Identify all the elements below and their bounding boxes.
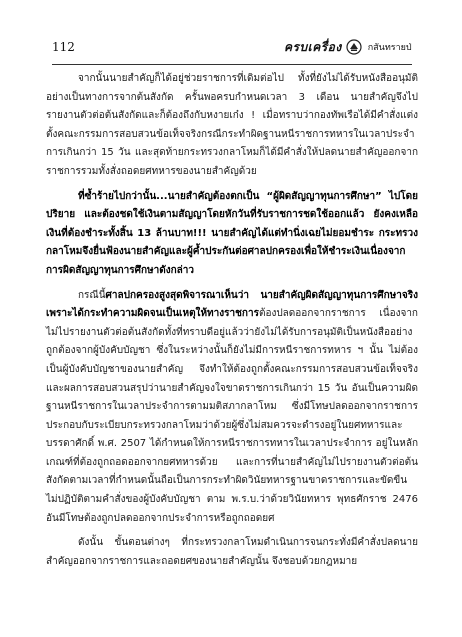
paragraph-3-body: ต้องปลดออกจากราชการ เนื่องจากไม่ไปรายงานตัวต่อต้นสังกัดทั้งที่ทราบดีอยู่แล้วว่ายังไม่ได้รับการอนุมัติเป็นหนังสืออย่างถูกต้องจากผู้บังคับบัญชา ซึ่งในระหว่างนั้นก็ยังไม่มีการหนีราชการทหาร ฯ นั้น ไม่ต้องเป็นผู้บังคับบัญชาของนายสำคัญ จึงทำให้ต้องถูกตั้งคณะกรรมการสอบสวนข้อเท็จจริงและผลการสอบสวนสรุปว่านายสำคัญจงใจขาดราชการเกินกว่า 15 วัน อันเป็นความผิดฐานหนีราชการในเวลาประจำการตามมติสภากลาโหม ซึ่งมีโทษปลดออกจากราชการ ประกอบกับระเบียบกระทรวงกลาโหมว่าด้วยผู้ซึ่งไม่สมควรจะดำรงอยู่ในยศทหารและบรรดาศักดิ์ พ.ศ. 2507 ได้กำหนดให้การหนีราชการทหารในเวลาประจำการ อยู่ในหลักเกณฑ์ที่ต้องถูกถอดออกจากยศทหารด้วย และการที่นายสำคัญไม่ไปรายงานตัวต่อต้นสังกัดตามเวลาที่กำหนดนั้นถือเป็นการกระทำผิดวินัยทหารฐานขาดราชการและขัดขืนไม่ปฏิบัติตามคำสั่งของผู้บังคับบัญชา ตาม พ.ร.บ.ว่าด้วยวินัยทหาร พุทธศักราช 2476 อันมีโทษต้องถูกปลดออกจากประจำการหรือถูกถอดยศ (46, 308, 418, 524)
article-body (46, 70, 418, 571)
logo-brand-text: ครบเครื่อง (284, 39, 342, 54)
page-header (0, 36, 462, 62)
paragraph-4: ดังนั้น ขั้นตอนต่างๆ ที่กระทรวงกลาโหมดำเนินการจนกระทั่งมีคำสั่งปลดนายสำคัญออกจากราชการและถอดยศของนายสำคัญนั้น จึงชอบด้วยกฎหมาย (46, 537, 418, 567)
publication-logo (284, 36, 412, 58)
paragraph-2: ที่ซ้ำร้ายไปกว่านั้น...นายสำคัญต้องตกเป็น “ผู้ผิดสัญญาทุนการศึกษา” ไปโดยปริยาย และต้องชดใช้เงินตามสัญญาโดยหักวันที่รับราชการชดใช้ออกแล้ว ยังคงเหลือเงินที่ต้องชำระทั้งสิ้น 13 ล้านบาท!!! นายสำคัญได้แต่ทำนิ่งเฉยไม่ยอมชำระ กระทรวงกลาโหมจึงยื่นฟ้องนายสำคัญและผู้ค้ำประกันต่อศาลปกครองเพื่อให้ชำระเงินเนื่องจากการผิดสัญญาทุนการศึกษาดังกล่าว (46, 190, 418, 276)
header-divider (52, 64, 412, 65)
page-number: 112 (52, 40, 75, 54)
emblem-icon (346, 39, 362, 55)
logo-subtitle: กสันทรายป่ (367, 43, 412, 53)
paragraph-3-lead: กรณีนี้ (78, 289, 106, 301)
paragraph-1: จากนั้นนายสำคัญก็ได้อยู่ช่วยราชการที่เดิมต่อไป ทั้งที่ยังไม่ได้รับหนังสืออนุมัติอย่างเป็นทางการจากต้นสังกัด ครั้นพอครบกำหนดเวลา 3 เดือน นายสำคัญจึงไปรายงานตัวต่อต้นสังกัดและก็ต้องถึงกับหงายเก๋ง ! เมื่อทราบว่ากองทัพเรือได้มีคำสั่งแต่งตั้งคณะกรรมการสอบสวนข้อเท็จจริงกรณีกระทำผิดฐานหนีราชการทหารในเวลาประจำการเกินกว่า 15 วัน และสุดท้ายกระทรวงกลาโหมก็ได้มีคำสั่งให้ปลดนายสำคัญออกจากราชการรวมทั้งสั่งถอดยศทหารของนายสำคัญด้วย (46, 73, 418, 177)
paragraph-3-emphasis: ศาลปกครองสูงสุดพิจารณาเห็นว่า นายสำคัญผิดสัญญาทุนการศึกษาจริง เพราะได้กระทำความผิดจนเป็นเหตุให้ทางราชการ (46, 289, 418, 320)
paragraph-3 (46, 287, 418, 529)
